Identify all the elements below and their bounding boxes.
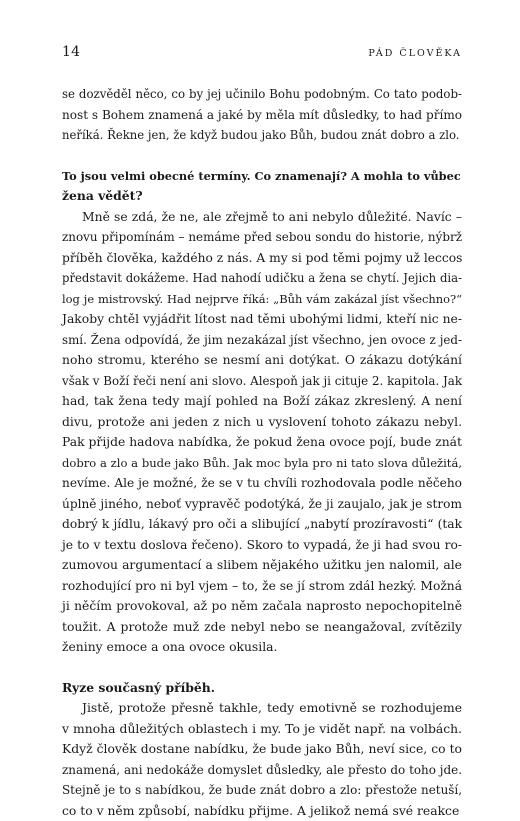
paragraph [62, 84, 462, 146]
text-line: dobro a zlo a bude jako Bůh. Jak moc byla pro ni tato slova důležitá, [62, 453, 462, 474]
text-line: neříká. Řekne jen, že když budou jako Bůh, budou znát dobro a zlo. [62, 125, 462, 146]
text-line: dobrý k jídlu, lákavý pro oči a slibující „nabytí prozíravosti“ (tak [62, 514, 462, 535]
text-line: znovu připomínám – nemáme před sebou sondu do historie, nýbrž [62, 227, 462, 248]
text-line: představit dokážeme. Had nahodí udičku a žena se chytí. Jejich dia- [62, 268, 462, 289]
page-body [62, 84, 462, 821]
running-title: PÁD ČLOVĚKA [368, 48, 462, 59]
section-gap [62, 658, 462, 678]
text-line: ženiny emoce a ona ovoce okusila. [62, 637, 462, 658]
text-line: Ryze současný příběh. [62, 678, 462, 699]
paragraph [62, 698, 462, 821]
section-heading [62, 166, 462, 207]
text-line: v mnoha důležitých oblastech i my. To je vidět např. na volbách. [62, 719, 462, 740]
page-header [62, 44, 462, 66]
book-page [62, 44, 462, 821]
section-gap [62, 146, 462, 166]
text-line: divu, protože ani jeden z nich u vyslovení tohoto zákazu nebyl. [62, 412, 462, 433]
text-line: příběh člověka, každého z nás. A my si pod těmi pojmy už leccos [62, 248, 462, 269]
text-line: co to v něm způsobí, nabídku přijme. A jelikož nemá své reakce [62, 801, 462, 821]
text-line: Když člověk dostane nabídku, že bude jako Bůh, neví sice, co to [62, 739, 462, 760]
text-line: noho stromu, kterého se nesmí ani dotýkat. O zákazu dotýkání [62, 350, 462, 371]
text-line: žena vědět? [62, 186, 462, 207]
text-line: je to v textu doslova řečeno). Skoro to vypadá, že ji had svou ro- [62, 535, 462, 556]
text-line: úplně jiného, neboť vypravěč podotýká, že ji zaujalo, jak je strom [62, 494, 462, 515]
text-line: nevíme. Ale je možné, že se v tu chvíli rozhodovala podle něčeho [62, 473, 462, 494]
text-line: ji něčím provokoval, až po něm začala naprosto nepochopitelně [62, 596, 462, 617]
text-line: Mně se zdá, že ne, ale zřejmě to ani nebylo důležité. Navíc – [62, 207, 462, 228]
text-line: se dozvěděl něco, co by jej učinilo Bohu podobným. Co tato podob- [62, 84, 462, 105]
text-line: smí. Žena odpovídá, že jim nezakázal jíst všechno, jen ovoce z jed- [62, 330, 462, 351]
text-line: Jakoby chtěl vyjádřit lítost nad těmi ubohými lidmi, kteří nic ne- [62, 309, 462, 330]
text-line: Jistě, protože přesně takhle, tedy emotivně se rozhodujeme [62, 698, 462, 719]
text-line: toužit. A protože muž zde nebyl nebo se neangažoval, zvítězily [62, 617, 462, 638]
text-line: To jsou velmi obecné termíny. Co znamenají? A mohla to vůbec [62, 166, 462, 187]
text-line: rozhodující pro ni byl vjem – to, že se jí strom zdál hezký. Možná [62, 576, 462, 597]
text-line: Stejně je to s nabídkou, že bude znát dobro a zlo: přestože netuší, [62, 780, 462, 801]
page-number: 14 [62, 44, 80, 60]
text-line: nost s Bohem znamená a jaké by měla mít důsledky, to had přímo [62, 105, 462, 126]
text-line: log je mistrovský. Had nejprve říká: „Bůh vám zakázal jíst všechno?“ [62, 289, 462, 310]
text-line: zumovou argumentací a slibem nějakého užitku jen nalomil, ale [62, 555, 462, 576]
text-line: však v Boží řeči není ani slovo. Alespoň jak ji cituje 2. kapitola. Jak [62, 371, 462, 392]
text-line: znamená, ani nedokáže domyslet důsledky, ale přesto do toho jde. [62, 760, 462, 781]
text-line: Pak přijde hadova nabídka, že pokud žena ovoce pojí, bude znát [62, 432, 462, 453]
text-line: had, tak žena tedy mají pohled na Boží zákaz zkreslený. A není [62, 391, 462, 412]
paragraph [62, 207, 462, 658]
section-heading [62, 678, 462, 699]
